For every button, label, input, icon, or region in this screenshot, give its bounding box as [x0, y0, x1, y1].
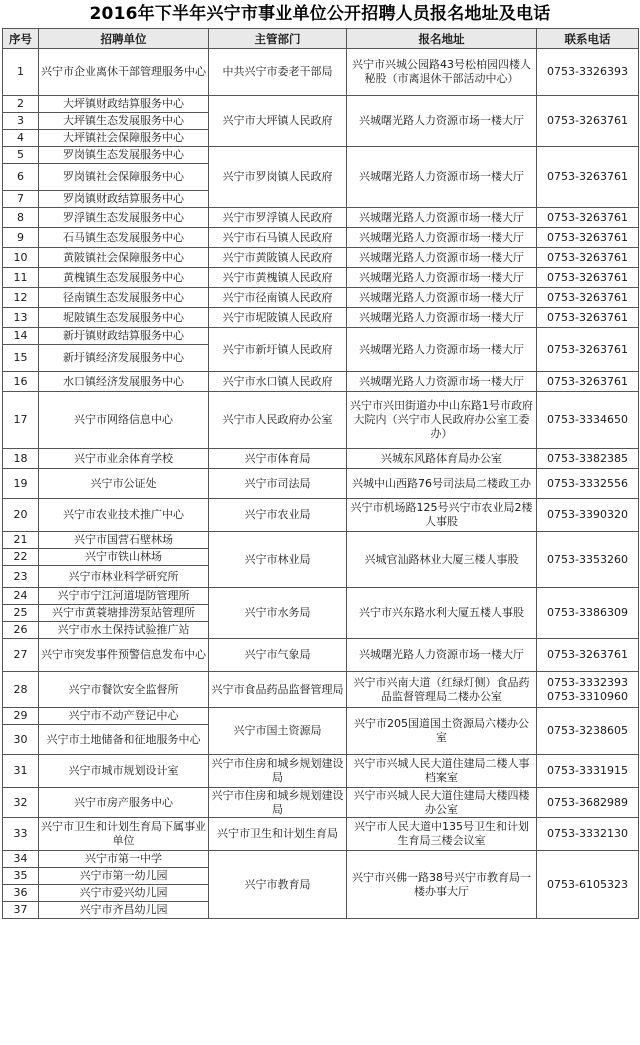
contact-phone: [537, 499, 639, 532]
recruiting-unit: 兴宁市城市规划设计室: [39, 755, 209, 788]
recruiting-unit: 兴宁市第一中学: [39, 851, 209, 868]
recruiting-unit: 罗岗镇财政结算服务中心: [39, 191, 209, 208]
row-number: 28: [3, 672, 39, 708]
header-addr: 报名地址: [347, 29, 537, 49]
row-number: 21: [3, 532, 39, 549]
supervising-department: 兴宁市罗岗镇人民政府: [209, 147, 347, 208]
phone-number: 0753-3263761: [547, 342, 628, 356]
header-unit: 招聘单位: [39, 29, 209, 49]
table-body: [3, 49, 639, 919]
supervising-department: 兴宁市新圩镇人民政府: [209, 328, 347, 372]
phone-number: 0753-3238605: [547, 724, 628, 737]
row-number: 36: [3, 885, 39, 902]
row-number: 18: [3, 449, 39, 469]
row-number: 25: [3, 605, 39, 622]
row-number: 10: [3, 248, 39, 268]
phone-number: 0753-3331915: [547, 764, 628, 777]
registration-address: 兴城曙光路人力资源市场一楼大厅: [347, 228, 537, 248]
recruiting-unit: 罗岗镇社会保障服务中心: [39, 164, 209, 191]
table-row: [3, 228, 639, 248]
recruiting-unit: 兴宁市林业科学研究所: [39, 566, 209, 588]
table-row: [3, 49, 639, 96]
contact-phone: [537, 469, 639, 499]
phone-number: 0753-3263761: [547, 374, 628, 388]
row-number: 8: [3, 208, 39, 228]
contact-phone: [537, 96, 639, 147]
recruiting-unit: 兴宁市网络信息中心: [39, 392, 209, 449]
page-title: 2016年下半年兴宁市事业单位公开招聘人员报名地址及电话: [89, 4, 551, 24]
contact-phone: [537, 268, 639, 288]
recruiting-unit: 兴宁市农业技术推广中心: [39, 499, 209, 532]
row-number: 16: [3, 372, 39, 392]
registration-address: 兴宁市兴城人民大道住建局大楼四楼办公室: [347, 788, 537, 818]
contact-phone: [537, 818, 639, 851]
contact-phone: [537, 708, 639, 755]
recruiting-unit: 兴宁市齐昌幼儿园: [39, 902, 209, 919]
contact-phone: [537, 639, 639, 672]
registration-address: 兴宁市兴东路水利大厦五楼人事股: [347, 588, 537, 639]
phone-number: 0753-3390320: [547, 508, 628, 521]
registration-address: 兴宁市205国道国土资源局六楼办公室: [347, 708, 537, 755]
recruiting-unit: 坭陂镇生态发展服务中心: [39, 308, 209, 328]
row-number: 26: [3, 622, 39, 639]
table-row: [3, 147, 639, 164]
phone-number-secondary: 0753-3310960: [547, 689, 628, 703]
registration-address: 兴城曙光路人力资源市场一楼大厅: [347, 208, 537, 228]
table-row: [3, 588, 639, 605]
row-number: 6: [3, 164, 39, 191]
contact-phone: [537, 449, 639, 469]
recruiting-unit: 石马镇生态发展服务中心: [39, 228, 209, 248]
recruiting-unit: 径南镇生态发展服务中心: [39, 288, 209, 308]
phone-number: 0753-3332393: [547, 675, 628, 689]
recruiting-unit: 兴宁市土地储备和征地服务中心: [39, 725, 209, 755]
recruiting-unit: 大坪镇生态发展服务中心: [39, 113, 209, 130]
row-number: 33: [3, 818, 39, 851]
registration-address: 兴城曙光路人力资源市场一楼大厅: [347, 639, 537, 672]
registration-address: 兴宁市兴城人民大道住建局二楼人事档案室: [347, 755, 537, 788]
phone-number: 0753-3353260: [547, 552, 628, 566]
supervising-department: 兴宁市体育局: [209, 449, 347, 469]
contact-phone: [537, 755, 639, 788]
supervising-department: 兴宁市坭陂镇人民政府: [209, 308, 347, 328]
table-row: [3, 499, 639, 532]
registration-address: 兴城曙光路人力资源市场一楼大厅: [347, 372, 537, 392]
header-no: 序号: [3, 29, 39, 49]
recruiting-unit: 罗浮镇生态发展服务中心: [39, 208, 209, 228]
supervising-department: 兴宁市水务局: [209, 588, 347, 639]
row-number: 35: [3, 868, 39, 885]
supervising-department: 兴宁市住房和城乡规划建设局: [209, 788, 347, 818]
phone-number: 0753-3334650: [547, 413, 628, 426]
table-row: [3, 449, 639, 469]
registration-address: 兴城官汕路林业大厦三楼人事股: [347, 532, 537, 588]
registration-address: 兴城曙光路人力资源市场一楼大厅: [347, 96, 537, 147]
registration-address: 兴宁市人民大道中135号卫生和计划生育局三楼会议室: [347, 818, 537, 851]
recruiting-unit: 新圩镇财政结算服务中心: [39, 328, 209, 345]
supervising-department: 兴宁市径南镇人民政府: [209, 288, 347, 308]
recruiting-unit: 罗岗镇生态发展服务中心: [39, 147, 209, 164]
row-number: 13: [3, 308, 39, 328]
phone-number: 0753-6105323: [547, 877, 628, 891]
phone-number: 0753-3263761: [547, 170, 628, 183]
table-row: [3, 268, 639, 288]
registration-address: 兴宁市兴佛一路38号兴宁市教育局一楼办事大厅: [347, 851, 537, 919]
phone-number: 0753-3386309: [547, 606, 628, 619]
recruiting-unit: 兴宁市企业离休干部管理服务中心: [39, 49, 209, 96]
registration-address: 兴城曙光路人力资源市场一楼大厅: [347, 248, 537, 268]
row-number: 23: [3, 566, 39, 588]
row-number: 4: [3, 130, 39, 147]
phone-number: 0753-3263761: [547, 648, 628, 661]
phone-number: 0753-3263761: [547, 114, 628, 127]
row-number: 24: [3, 588, 39, 605]
phone-number: 0753-3263761: [547, 250, 628, 264]
row-number: 1: [3, 49, 39, 96]
recruiting-unit: 兴宁市公证处: [39, 469, 209, 499]
table-row: [3, 288, 639, 308]
table-row: [3, 639, 639, 672]
recruiting-unit: 大坪镇财政结算服务中心: [39, 96, 209, 113]
contact-phone: [537, 532, 639, 588]
row-number: 2: [3, 96, 39, 113]
registration-address: 兴城曙光路人力资源市场一楼大厅: [347, 308, 537, 328]
phone-number: 0753-3263761: [547, 270, 628, 284]
table-row: [3, 392, 639, 449]
contact-phone: [537, 147, 639, 208]
recruiting-unit: 兴宁市不动产登记中心: [39, 708, 209, 725]
row-number: 31: [3, 755, 39, 788]
contact-phone: [537, 392, 639, 449]
phone-number: 0753-3382385: [547, 451, 628, 465]
contact-phone: [537, 49, 639, 96]
table-row: [3, 372, 639, 392]
registration-address: 兴城曙光路人力资源市场一楼大厅: [347, 268, 537, 288]
table-row: [3, 469, 639, 499]
supervising-department: 兴宁市黄槐镇人民政府: [209, 268, 347, 288]
row-number: 15: [3, 345, 39, 372]
header-dept: 主管部门: [209, 29, 347, 49]
table-row: [3, 328, 639, 345]
supervising-department: 兴宁市司法局: [209, 469, 347, 499]
row-number: 11: [3, 268, 39, 288]
table-row: [3, 755, 639, 788]
recruitment-table: [2, 28, 639, 919]
supervising-department: 兴宁市石马镇人民政府: [209, 228, 347, 248]
registration-address: 兴城东风路体育局办公室: [347, 449, 537, 469]
supervising-department: 兴宁市气象局: [209, 639, 347, 672]
contact-phone: [537, 588, 639, 639]
table-row: [3, 208, 639, 228]
contact-phone: [537, 228, 639, 248]
table-row: [3, 532, 639, 549]
supervising-department: 兴宁市住房和城乡规划建设局: [209, 755, 347, 788]
recruiting-unit: 兴宁市房产服务中心: [39, 788, 209, 818]
contact-phone: [537, 851, 639, 919]
contact-phone: [537, 788, 639, 818]
supervising-department: 中共兴宁市委老干部局: [209, 49, 347, 96]
recruiting-unit: 黄陂镇社会保障服务中心: [39, 248, 209, 268]
supervising-department: 兴宁市人民政府办公室: [209, 392, 347, 449]
phone-number: 0753-3326393: [547, 65, 628, 78]
recruiting-unit: 兴宁市爱兴幼儿园: [39, 885, 209, 902]
row-number: 9: [3, 228, 39, 248]
table-row: [3, 788, 639, 818]
supervising-department: 兴宁市农业局: [209, 499, 347, 532]
recruiting-unit: 兴宁市餐饮安全监督所: [39, 672, 209, 708]
row-number: 12: [3, 288, 39, 308]
supervising-department: 兴宁市罗浮镇人民政府: [209, 208, 347, 228]
recruiting-unit: 兴宁市第一幼儿园: [39, 868, 209, 885]
registration-address: 兴城曙光路人力资源市场一楼大厅: [347, 147, 537, 208]
contact-phone: [537, 672, 639, 708]
row-number: 3: [3, 113, 39, 130]
recruiting-unit: 兴宁市铁山林场: [39, 549, 209, 566]
phone-number: 0753-3332556: [547, 476, 628, 490]
supervising-department: 兴宁市林业局: [209, 532, 347, 588]
recruiting-unit: 兴宁市黄蓑塘排涝泵站管理所: [39, 605, 209, 622]
row-number: 5: [3, 147, 39, 164]
header-phone: 联系电话: [537, 29, 639, 49]
recruiting-unit: 水口镇经济发展服务中心: [39, 372, 209, 392]
contact-phone: [537, 308, 639, 328]
phone-number: 0753-3682989: [547, 795, 628, 809]
phone-number: 0753-3332130: [547, 827, 628, 840]
row-number: 14: [3, 328, 39, 345]
row-number: 32: [3, 788, 39, 818]
table-row: [3, 308, 639, 328]
supervising-department: 兴宁市教育局: [209, 851, 347, 919]
phone-number: 0753-3263761: [547, 230, 628, 244]
recruiting-unit: 兴宁市宁江河道堤防管理所: [39, 588, 209, 605]
contact-phone: [537, 328, 639, 372]
row-number: 30: [3, 725, 39, 755]
table-row: [3, 672, 639, 708]
contact-phone: [537, 208, 639, 228]
registration-address: 兴城中山西路76号司法局二楼政工办: [347, 469, 537, 499]
phone-number: 0753-3263761: [547, 290, 628, 304]
supervising-department: 兴宁市食品药品监督管理局: [209, 672, 347, 708]
row-number: 20: [3, 499, 39, 532]
recruiting-unit: 新圩镇经济发展服务中心: [39, 345, 209, 372]
row-number: 27: [3, 639, 39, 672]
registration-address: 兴城曙光路人力资源市场一楼大厅: [347, 288, 537, 308]
supervising-department: 兴宁市黄陂镇人民政府: [209, 248, 347, 268]
registration-address: 兴城曙光路人力资源市场一楼大厅: [347, 328, 537, 372]
row-number: 37: [3, 902, 39, 919]
table-row: [3, 818, 639, 851]
recruiting-unit: 兴宁市业余体育学校: [39, 449, 209, 469]
row-number: 19: [3, 469, 39, 499]
row-number: 34: [3, 851, 39, 868]
contact-phone: [537, 288, 639, 308]
table-row: [3, 851, 639, 868]
phone-number: 0753-3263761: [547, 310, 628, 324]
supervising-department: 兴宁市大坪镇人民政府: [209, 96, 347, 147]
row-number: 29: [3, 708, 39, 725]
registration-address: 兴宁市兴南大道（红绿灯侧）食品药品监督管理局二楼办公室: [347, 672, 537, 708]
contact-phone: [537, 248, 639, 268]
recruiting-unit: 兴宁市突发事件预警信息发布中心: [39, 639, 209, 672]
table-row: [3, 248, 639, 268]
recruiting-unit: 大坪镇社会保障服务中心: [39, 130, 209, 147]
recruiting-unit: 黄槐镇生态发展服务中心: [39, 268, 209, 288]
supervising-department: 兴宁市水口镇人民政府: [209, 372, 347, 392]
table-row: [3, 96, 639, 113]
recruiting-unit: 兴宁市水土保持试验推广站: [39, 622, 209, 639]
registration-address: 兴宁市机场路125号兴宁市农业局2楼人事股: [347, 499, 537, 532]
table-row: [3, 708, 639, 725]
row-number: 17: [3, 392, 39, 449]
registration-address: 兴宁市兴田街道办中山东路1号市政府大院内（兴宁市人民政府办公室工委办）: [347, 392, 537, 449]
recruiting-unit: 兴宁市国营石壁林场: [39, 532, 209, 549]
supervising-department: 兴宁市卫生和计划生育局: [209, 818, 347, 851]
registration-address: 兴宁市兴城公园路43号松柏园四楼人秘股（市离退休干部活动中心）: [347, 49, 537, 96]
recruiting-unit: 兴宁市卫生和计划生育局下属事业单位: [39, 818, 209, 851]
header-row: [3, 29, 639, 49]
row-number: 7: [3, 191, 39, 208]
supervising-department: 兴宁市国土资源局: [209, 708, 347, 755]
phone-number: 0753-3263761: [547, 210, 628, 224]
row-number: 22: [3, 549, 39, 566]
contact-phone: [537, 372, 639, 392]
